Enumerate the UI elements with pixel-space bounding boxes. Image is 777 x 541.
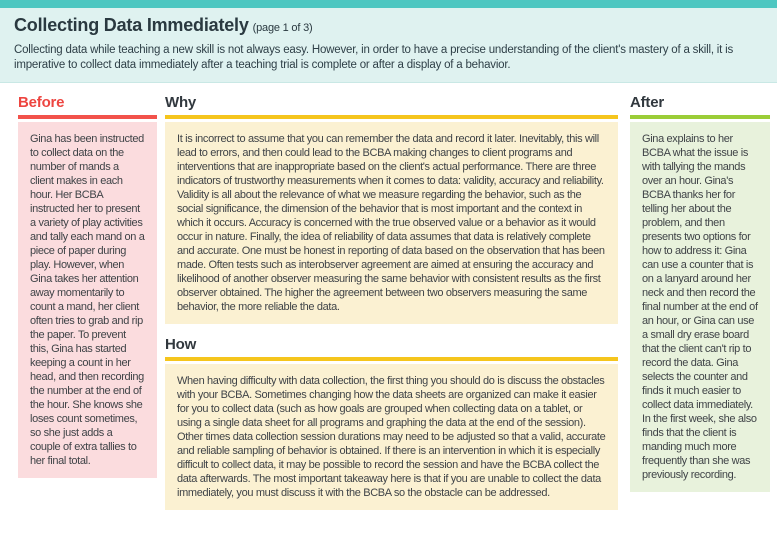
before-body: Gina has been instructed to collect data on the number of mands a client makes in each hour. Her BCBA instructed her to present a variety of play activities and tally each mand on a piece of paper during play. However, when Gina takes her attention away momentarily to count a mand, her client often tries to grab and rip the paper. To prevent this, Gina has started keeping a count in her head, and then recording the number at the end of the hour. She knows she loses count sometimes, so she just adds a couple of extra tallies to her final total. bbox=[18, 122, 157, 478]
intro-text: Collecting data while teaching a new skill is not always easy. However, in order to have a precise understanding of the client's mastery of a skill, it is imperative to collect data immediately after a teaching trial is complete or after a display of a behavior. bbox=[14, 44, 734, 71]
content-columns bbox=[0, 83, 777, 510]
why-body: It is incorrect to assume that you can remember the data and record it later. Inevitably, this will lead to errors, and then could lead to the BCBA making changes to client programs and interventions that are inappropriate based on the client's actual performance. There are three indicators of trustworthy measurements when it comes to data: validity, accuracy and reliability. Validity is all about the relevance of what we measure regarding the behavior, such as the social significance, the dimension of the behavior that is most important and the context in which it occurs. Accuracy is concerned with the true observed value or a behavior as it would occur in nature. Finally, the idea of reliability of data assumes that data is relatively complete and accurate. One must be honest in reporting of data based on the observation that has been made. Often tests such as interobserver agreement are aimed at ensuring the accuracy and likelihood of another observer measuring the same behavior with consistent results as the first observer obtained. The higher the agreement between two observers measuring the same behavior, the more reliable the data. bbox=[165, 122, 618, 324]
before-heading: Before bbox=[18, 94, 65, 111]
how-body: When having difficulty with data collection, the first thing you should do is discuss the obstacles with your BCBA. Sometimes changing how the data sheets are organized can make it easier for you to collect data (such as how goals are grouped when collecting data on a tablet, or using a single data sheet for all programs and graphing the data at the end of the session). Other times data collection session durations may need to be adjusted so that a valid, accurate and reliable sampling of behavior is obtained. If there is an intervention in which it is especially difficult to collect data, it may be possible to record the session and have the BCBA collect the data afterwards. The most important takeaway here is that if you are unable to collect the data immediately, you must discuss it with the BCBA so the obstacle can be addressed. bbox=[165, 364, 618, 510]
why-accent-bar bbox=[165, 115, 618, 119]
column-after bbox=[630, 94, 770, 492]
page-indicator: (page 1 of 3) bbox=[252, 22, 313, 34]
section-before bbox=[18, 94, 157, 478]
how-heading: How bbox=[165, 336, 197, 353]
page-title bbox=[14, 13, 763, 40]
page-title-text: Collecting Data Immediately bbox=[14, 15, 249, 35]
after-body: Gina explains to her BCBA what the issue is with tallying the mands over an hour. Gina's BCBA thanks her for telling her about the problem, and then presents two options for how to address it: Gina can use a counter that is on a lanyard around her neck and then record the final number at the end of an hour, or Gina can use a small dry erase board that the client can't rip to record the data. Gina selects the counter and finds it much easier to collect data immediately. In the first week, she also finds that the client is manding much more frequently than she was previously recording. bbox=[630, 122, 770, 492]
section-after bbox=[630, 94, 770, 492]
section-how bbox=[165, 336, 618, 510]
before-accent-bar bbox=[18, 115, 157, 119]
column-before bbox=[18, 94, 157, 478]
after-accent-bar bbox=[630, 115, 770, 119]
top-accent-bar bbox=[0, 0, 777, 8]
section-why bbox=[165, 94, 618, 324]
page-header bbox=[0, 8, 777, 83]
why-heading: Why bbox=[165, 94, 197, 111]
after-heading: After bbox=[630, 94, 665, 111]
how-accent-bar bbox=[165, 357, 618, 361]
column-middle bbox=[165, 94, 618, 510]
